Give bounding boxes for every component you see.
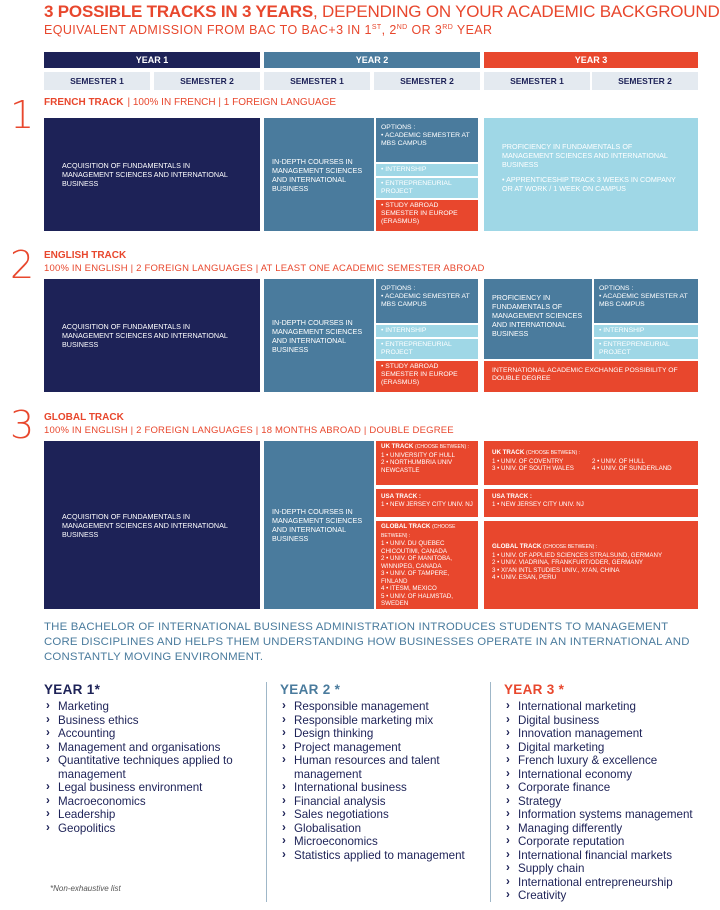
course-item: › Innovation management [504,727,714,741]
english-year3-entrepreneurial: • ENTREPRENEURIAL PROJECT [594,339,698,359]
french-option-internship: • INTERNSHIP [376,164,478,176]
course-item: › French luxury & excellence [504,754,714,768]
university-item: 1 • UNIVERSITY OF HULL [381,451,455,459]
year1-courses-title: YEAR 1* [44,682,101,697]
course-item: › Quantitative techniques applied to management [44,754,259,781]
university-item: 4 • UNIV. OF SUNDERLAND [592,465,672,472]
track-2-number: 2 [10,243,35,287]
track-3-desc: 100% IN ENGLISH | 2 FOREIGN LANGUAGES | 18 MONTHS ABROAD | DOUBLE DEGREE [44,425,454,436]
french-year1-box: ACQUISITION OF FUNDAMENTALS IN MANAGEMENT SCIENCES AND INTERNATIONAL BUSINESS [44,118,260,231]
course-item: › Corporate finance [504,781,714,795]
course-item: › Marketing [44,700,259,714]
year3-courses [504,682,714,903]
french-option-erasmus: • STUDY ABROAD SEMESTER IN EUROPE (ERASMUS) [376,200,478,231]
year3-text: PROFICIENCY IN FUNDAMENTALS OF MANAGEMENT SCIENCES AND INTERNATIONAL BUSINESS [502,142,668,169]
track-1-number: 1 [10,93,35,137]
english-year2-box: IN-DEPTH COURSES IN MANAGEMENT SCIENCES AND INTERNATIONAL BUSINESS [264,279,374,392]
university-item: 5 • UNIV. OF HALMSTAD, SWEDEN [381,592,453,607]
english-exchange-box: INTERNATIONAL ACADEMIC EXCHANGE POSSIBILITY OF DOUBLE DEGREE [484,361,698,392]
choose-label: (CHOOSE BETWEEN) : [415,444,469,450]
course-item: › Creativity [504,889,714,903]
university-item: 4 • UNIV. ESAN, PERU [492,574,557,581]
course-item: › Digital marketing [504,741,714,755]
course-item: › Sales negotiations [280,808,480,822]
course-item: › Design thinking [280,727,480,741]
uk-track-title: UK TRACK [492,449,525,456]
column-divider [490,682,491,902]
track-3-number: 3 [10,403,35,447]
semester-header: SEMESTER 2 [592,72,698,90]
course-item: › Geopolitics [44,822,259,836]
global-usa-y3 [484,489,698,517]
options-title: OPTIONS : [381,124,416,131]
year-1-header: YEAR 1 [44,52,260,68]
course-item: › Leadership [44,808,259,822]
english-year1-box: ACQUISITION OF FUNDAMENTALS IN MANAGEMENT SCIENCES AND INTERNATIONAL BUSINESS [44,279,260,392]
course-item: › Managing differently [504,822,714,836]
course-item: › International financial markets [504,849,714,863]
course-item: › Responsible management [280,700,480,714]
global-track-title: GLOBAL TRACK [381,523,431,530]
course-item: › International entrepreneurship [504,876,714,890]
university-item: 2 • UNIV. OF MANITOBA, WINNIPEG, CANADA [381,555,452,570]
french-year3-box [484,118,698,231]
university-item: 2 • UNIV. OF HULL [592,457,645,465]
track-2-desc: 100% IN ENGLISH | 2 FOREIGN LANGUAGES | AT LEAST ONE ACADEMIC SEMESTER ABROAD [44,263,485,274]
english-year3-internship: • INTERNSHIP [594,325,698,337]
university-item: 1 • UNIV. DU QUEBEC CHICOUTIMI, CANADA [381,540,448,555]
choose-label: (CHOOSE BETWEEN) : [381,524,456,539]
global-global-y3 [484,521,698,609]
university-item: 2 • UNIV. VIADRINA, FRANKFURT/ODER, GERMANY [492,559,644,566]
global-uk-y2 [376,441,478,485]
course-item: › International business [280,781,480,795]
course-item: › Digital business [504,714,714,728]
course-item: › Microeconomics [280,835,480,849]
usa-track-title: USA TRACK : [492,493,532,500]
year-3-header: YEAR 3 [484,52,698,68]
french-options [376,118,478,162]
column-divider [266,682,267,902]
university-item: 3 • UNIV. OF TAMPERE, FINLAND [381,570,450,585]
english-year3-box: PROFICIENCY IN FUNDAMENTALS OF MANAGEMENT SCIENCES AND INTERNATIONAL BUSINESS [484,279,592,359]
english-option-erasmus: • STUDY ABROAD SEMESTER IN EUROPE (ERASMUS) [376,361,478,392]
course-item: › Legal business environment [44,781,259,795]
global-usa-y2 [376,489,478,517]
university-item: 3 • UNIV. OF SOUTH WALES [492,465,574,472]
track-1-name: FRENCH TRACK | 100% IN FRENCH | 1 FOREIGN LANGUAGE [44,97,337,108]
english-option-entrepreneurial: • ENTREPRENEURIAL PROJECT [376,339,478,359]
course-item: › Supply chain [504,862,714,876]
choose-label: (CHOOSE BETWEEN) : [543,544,598,550]
usa-track-title: USA TRACK : [381,493,421,500]
university-item: 2 • NORTHUMBRIA UNIV NEWCASTLE [381,459,453,474]
global-year2-box: IN-DEPTH COURSES IN MANAGEMENT SCIENCES AND INTERNATIONAL BUSINESS [264,441,374,609]
university-item: 1 • NEW JERSEY CITY UNIV. NJ [381,500,473,508]
track-3-name: GLOBAL TRACK [44,412,124,423]
page-subtitle: EQUIVALENT ADMISSION FROM BAC TO BAC+3 IN 1ST, 2ND OR 3RD YEAR [44,23,493,37]
english-option-internship: • INTERNSHIP [376,325,478,337]
option-item: • ACADEMIC SEMESTER AT MBS CAMPUS [381,293,470,308]
semester-header: SEMESTER 1 [264,72,370,90]
global-uk-y3 [484,441,698,485]
course-item: › Accounting [44,727,259,741]
year-2-header: YEAR 2 [264,52,480,68]
semester-header: SEMESTER 1 [44,72,150,90]
uk-track-title: UK TRACK [381,443,414,450]
course-item: › Corporate reputation [504,835,714,849]
university-item: 1 • NEW JERSEY CITY UNIV. NJ [492,500,584,508]
course-item: › Information systems management [504,808,714,822]
french-year2-box: IN-DEPTH COURSES IN MANAGEMENT SCIENCES AND INTERNATIONAL BUSINESS [264,118,374,231]
semester-header: SEMESTER 2 [154,72,260,90]
university-item: 4 • ITESM, MEXICO [381,585,437,592]
option-item: • ACADEMIC SEMESTER AT MBS CAMPUS [381,132,470,147]
year1-courses [44,682,259,835]
university-item: 1 • UNIV. OF COVENTRY [492,457,564,465]
english-options [376,279,478,323]
course-item: › International marketing [504,700,714,714]
course-item: › Human resources and talent management [280,754,480,781]
page-title: 3 POSSIBLE TRACKS IN 3 YEARS, DEPENDING ON YOUR ACADEMIC BACKGROUND [44,2,720,21]
global-global-y2 [376,521,478,609]
course-item: › Responsible marketing mix [280,714,480,728]
year2-courses [280,682,480,862]
course-item: › Financial analysis [280,795,480,809]
course-item: › Macroeconomics [44,795,259,809]
footnote: *Non-exhaustive list [50,884,121,893]
semester-header: SEMESTER 1 [484,72,590,90]
course-item: › International economy [504,768,714,782]
intro-paragraph: THE BACHELOR OF INTERNATIONAL BUSINESS ADMINISTRATION INTRODUCES STUDENTS TO MANAGEMENT CORE DISCIPLINES AND HELPS THEM UNDERSTANDING HOW BUSINESSES OPERATE IN AN INTERNATIONAL AND CONSTANTLY MOVING ENVIRONMENT. [44,621,690,663]
option-item: • ACADEMIC SEMESTER AT MBS CAMPUS [599,293,688,308]
semester-header: SEMESTER 2 [374,72,480,90]
course-item: › Business ethics [44,714,259,728]
global-track-title: GLOBAL TRACK [492,543,542,550]
global-year1-box: ACQUISITION OF FUNDAMENTALS IN MANAGEMENT SCIENCES AND INTERNATIONAL BUSINESS [44,441,260,609]
university-item: 3 • XI'AN INTL STUDIES UNIV., XI'AN, CHINA [492,566,620,574]
year3-courses-title: YEAR 3 * [504,682,565,697]
course-item: › Management and organisations [44,741,259,755]
course-item: › Project management [280,741,480,755]
course-item: › Globalisation [280,822,480,836]
course-item: › Strategy [504,795,714,809]
french-option-entrepreneurial: • ENTREPRENEURIAL PROJECT [376,178,478,198]
options-title: OPTIONS : [599,285,634,292]
choose-label: (CHOOSE BETWEEN) : [526,450,580,456]
course-item: › Statistics applied to management [280,849,480,863]
university-item: 1 • UNIV. OF APPLIED SCIENCES STRALSUND, GERMANY [492,551,663,559]
options-title: OPTIONS : [381,285,416,292]
track-2-name: ENGLISH TRACK [44,250,127,261]
year2-courses-title: YEAR 2 * [280,682,341,697]
english-year3-options [594,279,698,323]
apprenticeship-text: • APPRENTICESHIP TRACK 3 WEEKS IN COMPANY OR AT WORK / 1 WEEK ON CAMPUS [502,175,676,193]
